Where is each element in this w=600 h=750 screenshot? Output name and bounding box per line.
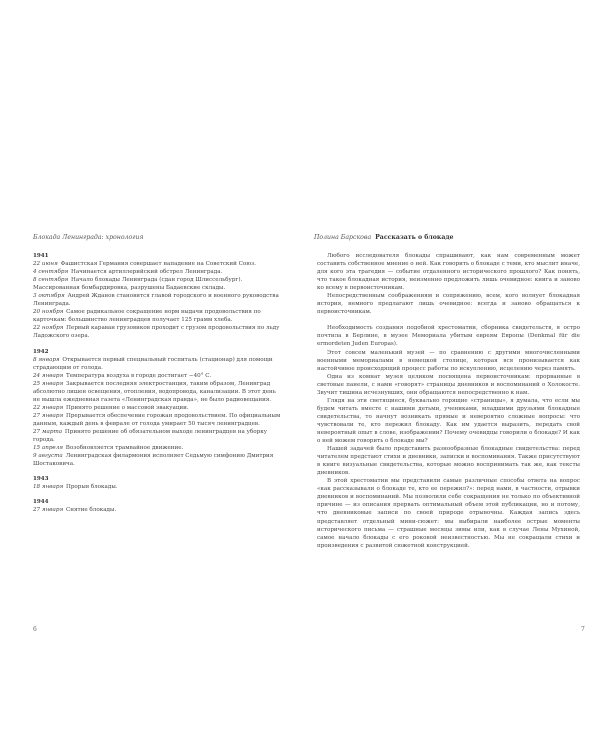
essay-paragraph: Одна из комнат музея целиком посвящена первоисточникам: прорванные в световые панели, с нами «говорят» страницы дневников и воспоминаний о Холокосте. Звучит тишина исчезнувших, они обращаются непосредственно к нам. bbox=[317, 373, 580, 396]
entry-text: Прерывается обеспечение горожан продовольствием. По официальным данным, каждый день в феврале от голода умирает 50 тысяч ленинградцев. bbox=[33, 412, 281, 427]
chronology-entry bbox=[33, 268, 283, 276]
chronology-column bbox=[33, 252, 283, 514]
entry-text: Ленинградская филармония исполняет Седьмую симфонию Дмитрия Шостаковича. bbox=[33, 453, 274, 468]
chronology-entry bbox=[33, 452, 283, 468]
running-head-left: Блокада Ленинграда: хронология bbox=[33, 234, 144, 241]
chronology-entry bbox=[33, 412, 283, 428]
entry-text: Снятие блокады. bbox=[65, 507, 117, 514]
paragraph-gap bbox=[317, 316, 580, 324]
chronology-entry bbox=[33, 380, 283, 404]
entry-date: 20 ноября bbox=[33, 309, 64, 316]
entry-text: Принято решение об обязательном выходе ленинградцев на уборку города. bbox=[33, 428, 267, 444]
chronology-entry bbox=[33, 444, 283, 452]
entry-date: 27 марта bbox=[33, 428, 63, 435]
entry-date: 24 января bbox=[33, 372, 64, 379]
entry-date: 15 апреля bbox=[33, 445, 63, 452]
entry-date: 22 января bbox=[33, 404, 64, 411]
essay-paragraph: Нашей задачей было представить разнообразные блокадные свидетельства: перед читателем предстают стихи и дневники, записки и воспоминания. Также присутствуют в книге визуальные свидетельства, которые можно воспринимать так же, как тексты дневников. bbox=[317, 446, 580, 477]
entry-text: Самое радикальное сокращение норм выдачи продовольствия по карточкам: большинство ленинградцев получает 125 грамм хлеба. bbox=[33, 309, 261, 324]
year-heading: 1942 bbox=[33, 348, 49, 355]
entry-text: Принято решение о массовой эвакуации. bbox=[65, 404, 189, 411]
entry-date: 22 ноября bbox=[33, 325, 64, 332]
chronology-entry bbox=[33, 483, 283, 491]
chronology-entry bbox=[33, 324, 283, 340]
entry-text: Закрывается последняя электростанция, таким образом, Ленинград абсолютно лишен освещения, отопления, водопровода, канализации. В этот день не вышла ежедневная газета «Ленинградская правда», не было радиовещания. bbox=[33, 380, 276, 403]
entry-text: Температура воздуха в городе достигает −40° С. bbox=[65, 372, 212, 379]
running-head-author: Полина Барскова bbox=[314, 234, 372, 241]
running-head-right bbox=[314, 234, 453, 241]
right-page bbox=[300, 0, 600, 750]
running-head-title: Рассказать о блокаде bbox=[375, 234, 454, 241]
year-heading: 1941 bbox=[33, 253, 49, 259]
section-gap bbox=[33, 341, 283, 348]
essay-paragraph: В этой хрестоматии мы представили самые различные способы ответа на вопрос «как рассказывали о блокаде те, кто ее пережил?»: перед нами, в частности, отрывки дневников и воспоминаний. Мы позволили себе сокращения не только по объективной причине — из описания прервать оптимальный объем этой публикации, но и потому, что дневниковые записи по своей природе отрывочны. Каждая запись здесь представляет отдельный мини-сюжет: мы выбирали наиболее острые моменты исторического письма — страшные месяцы зимы или, как в случае Лены Мухиной, самое начало блокады с его роковой неизвестностью. Мы не сокращали стихи и произведения с развитой сюжетной конструкцией. bbox=[317, 478, 580, 549]
entry-date: 8 января bbox=[33, 356, 60, 363]
entry-date: 3 октября bbox=[33, 293, 65, 300]
entry-text: Начинается артиллерийский обстрел Ленинграда. bbox=[70, 269, 223, 276]
chronology-entry bbox=[33, 372, 283, 380]
essay-paragraph: Этот совсем маленький музей — по сравнению с другими многочисленными военными мемориалами в немецкой столице, которая вся пронизывается как настойчивое происходящий процесс работы по искуплению, исцелению через память. bbox=[317, 349, 580, 372]
essay-paragraph: Любого исследователя блокады спрашивают, как нам современным может составить собственное мнение о ней. Как говорить о блокаде с теми, кто мыслит иначе, для кого эта трагедия — событие отдаленного исторического прошлого? Как понять, что такое блокадная история, неизменно предложить лишь очевидное: книга и заново ко всему в первоисточникам. bbox=[317, 253, 580, 292]
entry-text: Открывается первый специальный госпиталь (стационар) для помощи страдающим от голода. bbox=[33, 356, 273, 371]
entry-date: 18 января bbox=[33, 484, 64, 491]
entry-text: Начало блокады Ленинграда (сдан город Шлиссельбург). Массированная бомбардировка, разрушены Бадаевские склады. bbox=[33, 277, 243, 292]
chronology-entry bbox=[33, 404, 283, 412]
essay-paragraph: Непосредственным соображениям и сопряжению, всем, кого волнует блокадная история, немного предлагают лишь очевидное: всегда и заново обращаться к первоисточникам. bbox=[317, 293, 580, 316]
chronology-entry bbox=[33, 308, 283, 324]
year-heading: 1944 bbox=[33, 499, 49, 506]
entry-text: Первый караван грузовиков проходит с грузом продовольствия по льду Ладожского озера. bbox=[33, 325, 280, 340]
chronology-entry bbox=[33, 276, 283, 292]
section-gap bbox=[33, 468, 283, 475]
chronology-entry bbox=[33, 356, 283, 372]
entry-text: Андрей Жданов становится главой городского и военного руководства Ленинграда. bbox=[33, 293, 279, 308]
chronology-entry bbox=[33, 428, 283, 444]
chronology-entry bbox=[33, 260, 283, 268]
entry-date: 4 сентября bbox=[33, 269, 69, 276]
section-gap bbox=[33, 491, 283, 498]
entry-date: 27 января bbox=[33, 507, 64, 514]
page-number-right: 7 bbox=[581, 626, 585, 633]
entry-date: 9 августа bbox=[33, 453, 63, 460]
entry-text: Фашистская Германия совершает нападение на Советский Союз. bbox=[60, 261, 256, 268]
essay-paragraph: Необходимость создания подобной хрестоматии, сборника свидетельств, я остро почтила в Берлине, в музее Мемориала убитым евреям Европы (Denkmal für die ermordeten Juden Europas). bbox=[317, 325, 580, 348]
essay-column bbox=[317, 252, 580, 550]
entry-date: 22 июня bbox=[33, 261, 58, 268]
year-heading: 1943 bbox=[33, 476, 49, 483]
entry-text: Возобновляется трамвайное движение. bbox=[65, 445, 184, 452]
entry-date: 25 января bbox=[33, 380, 64, 387]
entry-date: 27 января bbox=[33, 412, 64, 419]
chronology-entry bbox=[33, 506, 283, 514]
chronology-entry bbox=[33, 292, 283, 308]
entry-text: Прорыв блокады. bbox=[65, 484, 118, 491]
entry-date: 8 сентября bbox=[33, 277, 69, 284]
page-number-left: 6 bbox=[33, 626, 37, 633]
essay-paragraph: Глядя на эти светящиеся, буквально горящие «страницы», я думала, что если мы будем читать вместе с нашими детьми, учениками, младшими друзьями блокадные свидетельства, то начнут возникать прямые и невероятно сложные вопросы: что чувствовали те, кто пережил блокаду. Как им удается выразить, передать свой невероятный опыт в слове, изображении? Почему очевидцы говорили о блокаде? И как о ней можем говорить о блокаде мы? bbox=[317, 397, 580, 445]
